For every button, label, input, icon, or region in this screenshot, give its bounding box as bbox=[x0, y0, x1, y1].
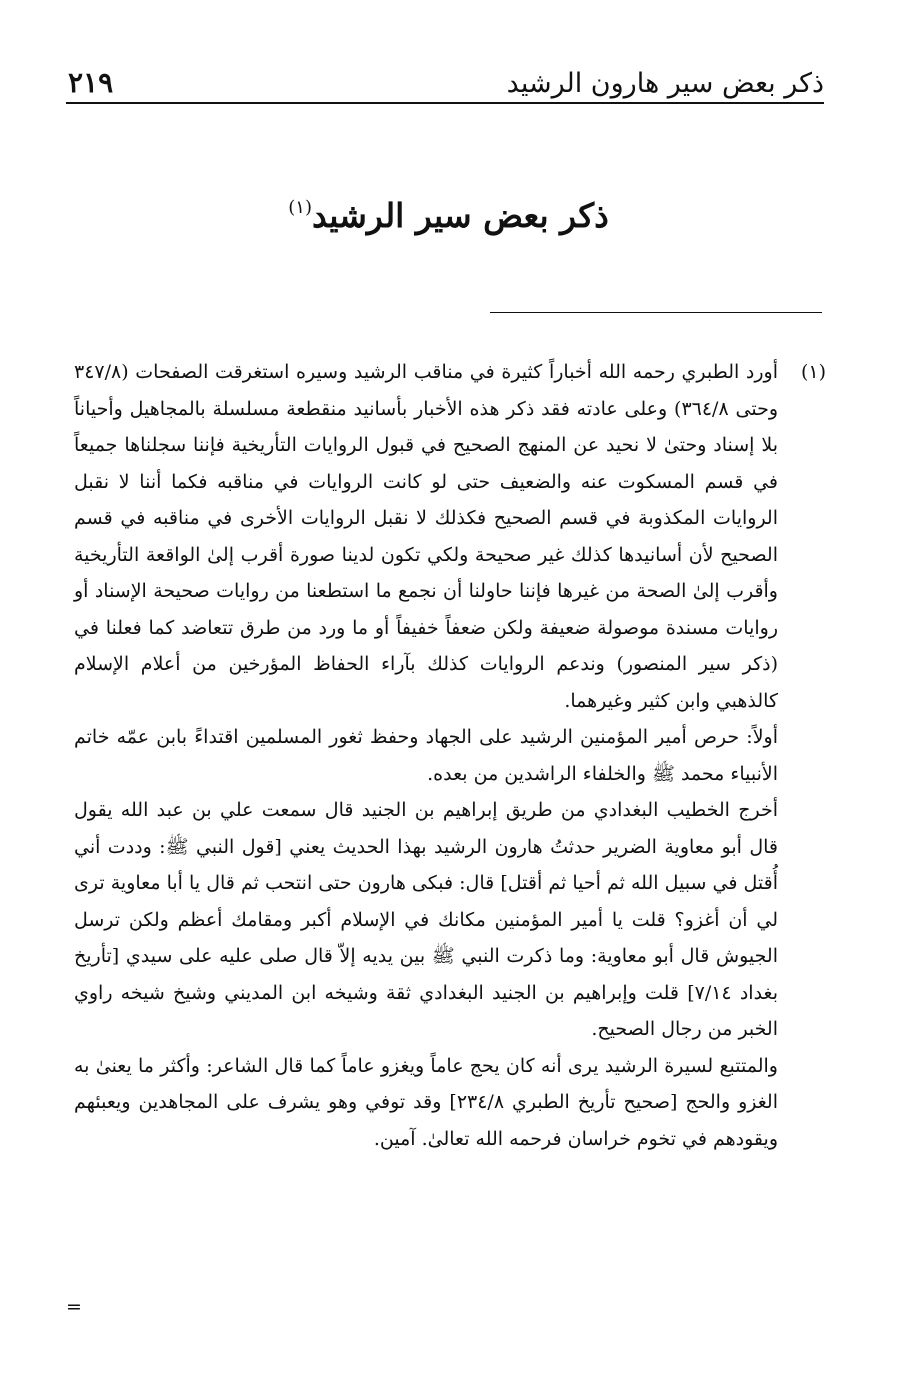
footnote-paragraph: والمتتبع لسيرة الرشيد يرى أنه كان يحج عاماً ويغزو عاماً كما قال الشاعر: وأكثر ما يعنىٰ به الغزو والحج [صحيح تأريخ الطبري ٢٣٤/٨] وقد توفي وهو يشرف على المجاهدين ويعبئهم ويقودهم في تخوم خراسان فرحمه الله تعالىٰ. آمين. bbox=[74, 1054, 778, 1150]
footnote-marker: (١) bbox=[800, 361, 826, 383]
page-number: ٢١٩ bbox=[68, 66, 114, 99]
running-title: ذكر بعض سير هارون الرشيد bbox=[506, 68, 824, 99]
footnote bbox=[74, 354, 826, 1157]
chapter-title bbox=[0, 196, 897, 235]
continuation-mark: = bbox=[66, 1296, 82, 1318]
footnote-paragraph: أخرج الخطيب البغدادي من طريق إبراهيم بن الجنيد قال سمعت علي بن عبد الله يقول قال أبو معاوية الضرير حدثتُ هارون الرشيد بهذا الحديث يعني [قول النبي ﷺ: وددت أني أُقتل في سبيل الله ثم أحيا ثم أقتل] قال: فبكى هارون حتى انتحب ثم قال يا أبا معاوية ترى لي أن أغزو؟ قلت يا أمير المؤمنين مكانك في الإسلام أكبر ومقامك أعظم ولكن ترسل الجيوش قال أبو معاوية: وما ذكرت النبي ﷺ بين يديه إلاّ قال صلى عليه على سيدي [تأريخ بغداد ٧/١٤] قلت وإبراهيم بن الجنيد البغدادي ثقة وشيخه ابن المديني وشيخ شيخه راوي الخبر من رجال الصحيح. bbox=[74, 799, 778, 1040]
footnote-body bbox=[74, 354, 778, 1157]
footnote-divider bbox=[490, 312, 822, 313]
page-header bbox=[66, 62, 824, 104]
chapter-title-text: ذكر بعض سير الرشيد bbox=[311, 196, 609, 235]
footnote-paragraph: أولاً: حرص أمير المؤمنين الرشيد على الجهاد وحفظ ثغور المسلمين اقتداءً بابن عمّه خاتم الأنبياء محمد ﷺ والخلفاء الراشدين من بعده. bbox=[74, 726, 778, 785]
footnote-paragraph: أورد الطبري رحمه الله أخباراً كثيرة في مناقب الرشيد وسيره استغرقت الصفحات (٣٤٧/٨ وحتى ٣٦٤/٨) وعلى عادته فقد ذكر هذه الأخبار بأسانيد منقطعة مسلسلة بالمجاهيل وأحياناً بلا إسناد وحتىٰ لا نحيد عن المنهج الصحيح في قبول الروايات التأريخية فإننا سجلناها جميعاً في قسم المسكوت عنه والضعيف حتى لو كانت الروايات في مناقبه فكما أننا لا نقبل الروايات المكذوبة في قسم الصحيح فكذلك لا نقبل الروايات الأخرى في مناقبه في قسم الصحيح لأن أسانيدها كذلك غير صحيحة ولكي تكون لدينا صورة أقرب إلىٰ الواقعة التأريخية وأقرب إلىٰ الصحة من غيرها فإننا حاولنا أن نجمع ما استطعنا من روايات صحيحة الإسناد أو روايات مسندة موصولة ضعيفة ولكن ضعفاً خفيفاً أو ما ورد من طرق تتعاضد كما فعلنا في (ذكر سير المنصور) وندعم الروايات كذلك بآراء الحفاظ المؤرخين من أعلام الإسلام كالذهبي وابن كثير وغيرهما. bbox=[74, 361, 779, 712]
footnote-reference: (١) bbox=[288, 197, 312, 218]
